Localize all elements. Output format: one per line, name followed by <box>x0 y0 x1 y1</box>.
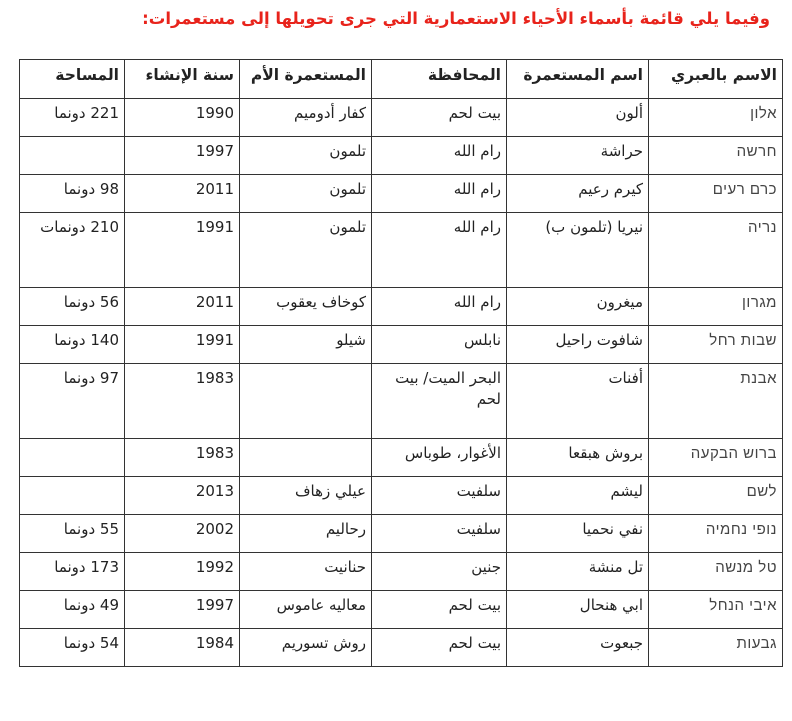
cell-governorate: الأغوار، طوباس <box>372 439 507 477</box>
cell-year: 1984 <box>125 629 240 667</box>
cell-governorate: رام الله <box>372 137 507 175</box>
cell-year: 1991 <box>125 213 240 288</box>
cell-hebrew-name: חרשה <box>649 137 783 175</box>
page-heading: وفيما يلي قائمة بأسماء الأحياء الاستعمارية التي جرى تحويلها إلى مستعمرات: <box>142 9 770 28</box>
cell-mother-settlement: شيلو <box>240 326 372 364</box>
table-row <box>20 515 783 553</box>
cell-year: 1990 <box>125 99 240 137</box>
cell-mother-settlement: حنانيت <box>240 553 372 591</box>
table-row <box>20 137 783 175</box>
cell-year: 1997 <box>125 591 240 629</box>
table-row <box>20 629 783 667</box>
cell-hebrew-name: אלון <box>649 99 783 137</box>
cell-area: 173 دونما <box>20 553 125 591</box>
cell-year: 1983 <box>125 364 240 439</box>
cell-mother-settlement: رحاليم <box>240 515 372 553</box>
table-row <box>20 591 783 629</box>
cell-area: 210 دونمات <box>20 213 125 288</box>
cell-area: 221 دونما <box>20 99 125 137</box>
cell-area: 49 دونما <box>20 591 125 629</box>
cell-settlement-name: تل منشة <box>507 553 649 591</box>
cell-governorate: سلفيت <box>372 515 507 553</box>
table-header-row <box>20 60 783 99</box>
header-governorate: المحافظة <box>372 60 507 99</box>
table-row <box>20 439 783 477</box>
cell-mother-settlement: كوخاف يعقوب <box>240 288 372 326</box>
cell-hebrew-name: מגרון <box>649 288 783 326</box>
header-mother-settlement: المستعمرة الأم <box>240 60 372 99</box>
cell-area: 140 دونما <box>20 326 125 364</box>
cell-hebrew-name: שבות רחל <box>649 326 783 364</box>
table-row <box>20 553 783 591</box>
header-settlement-name: اسم المستعمرة <box>507 60 649 99</box>
header-area: المساحة <box>20 60 125 99</box>
cell-governorate: بيت لحم <box>372 591 507 629</box>
cell-year: 2013 <box>125 477 240 515</box>
cell-hebrew-name: נופי נחמיה <box>649 515 783 553</box>
cell-settlement-name: شافوت راحيل <box>507 326 649 364</box>
cell-area <box>20 137 125 175</box>
cell-governorate: رام الله <box>372 213 507 288</box>
cell-settlement-name: أفنات <box>507 364 649 439</box>
header-hebrew-name: الاسم بالعبري <box>649 60 783 99</box>
cell-settlement-name: نفي نحميا <box>507 515 649 553</box>
cell-settlement-name: بروش هبقعا <box>507 439 649 477</box>
cell-settlement-name: ألون <box>507 99 649 137</box>
cell-hebrew-name: טל מנשה <box>649 553 783 591</box>
table-row <box>20 477 783 515</box>
cell-hebrew-name: נריה <box>649 213 783 288</box>
cell-area: 97 دونما <box>20 364 125 439</box>
table-row <box>20 175 783 213</box>
cell-year: 1997 <box>125 137 240 175</box>
cell-settlement-name: ليشم <box>507 477 649 515</box>
cell-governorate: سلفيت <box>372 477 507 515</box>
cell-mother-settlement: تلمون <box>240 175 372 213</box>
cell-mother-settlement: كفار أدوميم <box>240 99 372 137</box>
cell-mother-settlement: تلمون <box>240 213 372 288</box>
cell-mother-settlement <box>240 439 372 477</box>
cell-hebrew-name: ברוש הבקעה <box>649 439 783 477</box>
cell-year: 1983 <box>125 439 240 477</box>
cell-governorate: بيت لحم <box>372 629 507 667</box>
cell-year: 1992 <box>125 553 240 591</box>
header-year-established: سنة الإنشاء <box>125 60 240 99</box>
cell-settlement-name: كيرم رعيم <box>507 175 649 213</box>
cell-hebrew-name: לשם <box>649 477 783 515</box>
table-row <box>20 213 783 288</box>
cell-hebrew-name: אבנת <box>649 364 783 439</box>
cell-area: 54 دونما <box>20 629 125 667</box>
cell-governorate: رام الله <box>372 175 507 213</box>
cell-area: 55 دونما <box>20 515 125 553</box>
cell-mother-settlement: روش تسوريم <box>240 629 372 667</box>
cell-area <box>20 477 125 515</box>
cell-settlement-name: ميغرون <box>507 288 649 326</box>
cell-governorate: رام الله <box>372 288 507 326</box>
cell-area: 56 دونما <box>20 288 125 326</box>
table-row <box>20 99 783 137</box>
cell-year: 1991 <box>125 326 240 364</box>
cell-governorate: بيت لحم <box>372 99 507 137</box>
table-row <box>20 288 783 326</box>
cell-hebrew-name: גבעות <box>649 629 783 667</box>
cell-settlement-name: ابي هنحال <box>507 591 649 629</box>
cell-settlement-name: حراشة <box>507 137 649 175</box>
cell-year: 2011 <box>125 175 240 213</box>
cell-area: 98 دونما <box>20 175 125 213</box>
cell-year: 2002 <box>125 515 240 553</box>
cell-mother-settlement: تلمون <box>240 137 372 175</box>
cell-hebrew-name: איבי הנחל <box>649 591 783 629</box>
table-row <box>20 326 783 364</box>
cell-year: 2011 <box>125 288 240 326</box>
cell-mother-settlement <box>240 364 372 439</box>
cell-hebrew-name: כרם רעים <box>649 175 783 213</box>
cell-settlement-name: نيريا (تلمون ب) <box>507 213 649 288</box>
settlements-table <box>19 59 783 667</box>
cell-governorate: جنين <box>372 553 507 591</box>
cell-governorate: نابلس <box>372 326 507 364</box>
cell-settlement-name: جبعوت <box>507 629 649 667</box>
cell-governorate: البحر الميت/ بيت لحم <box>372 364 507 439</box>
table-row <box>20 364 783 439</box>
cell-mother-settlement: عيلي زهاف <box>240 477 372 515</box>
cell-mother-settlement: معاليه عاموس <box>240 591 372 629</box>
cell-area <box>20 439 125 477</box>
